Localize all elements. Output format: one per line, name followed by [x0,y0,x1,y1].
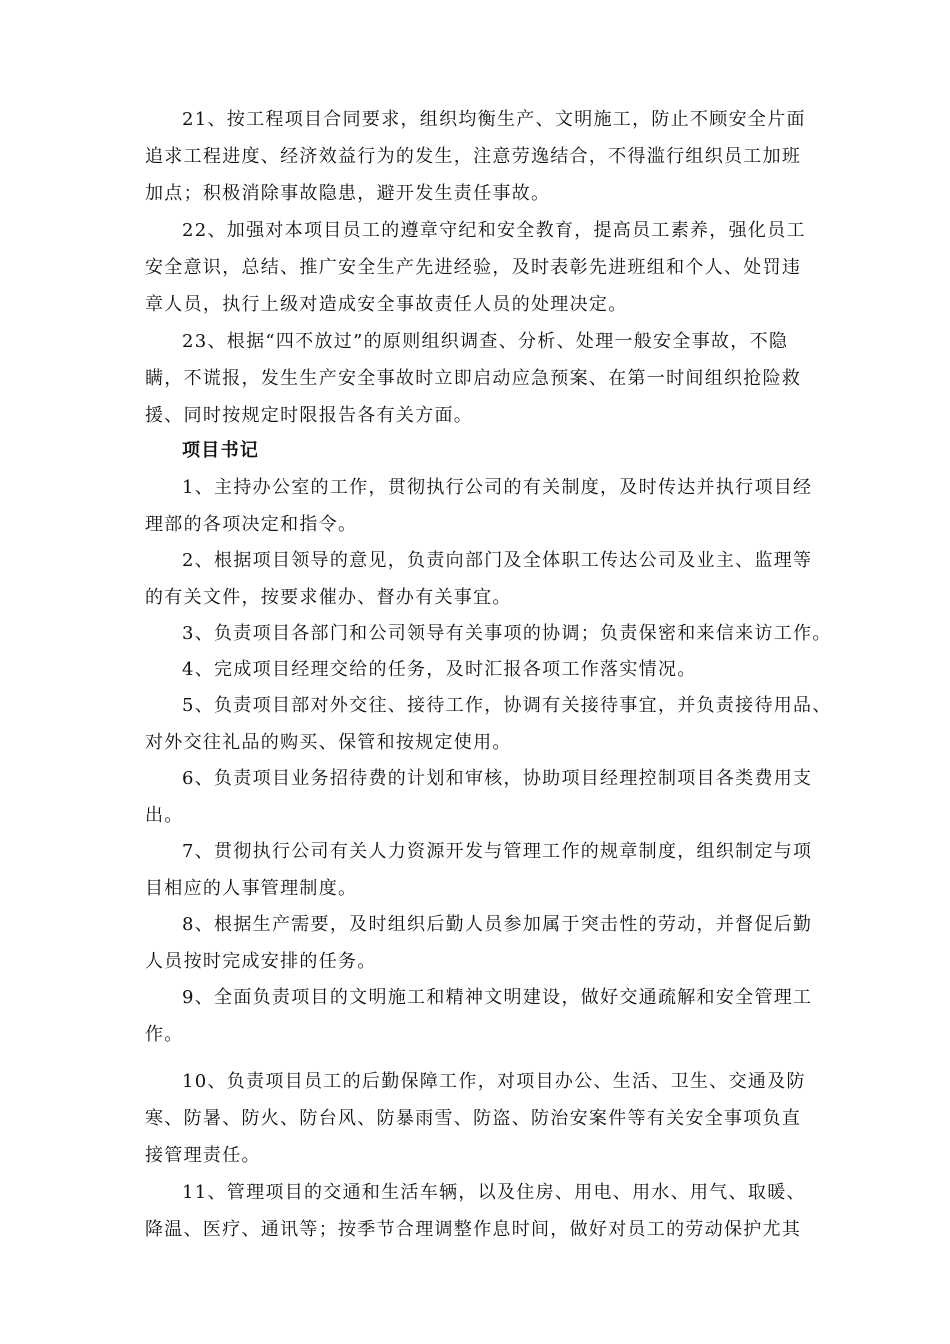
paragraph-line: 6、负责项目业务招待费的计划和审核，协助项目经理控制项目各类费用支 [182,768,813,789]
paragraph-line: 4、完成项目经理交给的任务，及时汇报各项工作落实情况。 [182,659,697,680]
paragraph-line: 8、根据生产需要，及时组织后勤人员参加属于突击性的劳动，并督促后勤 [182,914,813,935]
paragraph-line: 接管理责任。 [145,1145,261,1166]
paragraph-line: 援、同时按规定时限报告各有关方面。 [145,405,474,426]
paragraph-23 [145,323,825,434]
paragraph-line: 人员按时完成安排的任务。 [145,951,377,972]
paragraph-line: 对外交往礼品的购买、保管和按规定使用。 [145,732,512,753]
paragraph-line: 降温、医疗、通讯等；按季节合理调整作息时间，做好对员工的劳动保护尤其 [145,1219,802,1240]
secretary-item-8 [145,906,825,980]
secretary-item-9 [145,979,825,1053]
paragraph-line: 5、负责项目部对外交往、接待工作，协调有关接待事宜，并负责接待用品、 [182,695,832,716]
secretary-item-5 [145,687,832,761]
secretary-item-4 [145,651,825,688]
secretary-item-1 [145,469,825,543]
paragraph-line: 寒、防暑、防火、防台风、防暴雨雪、防盗、防治安案件等有关安全事项负直 [145,1108,802,1129]
paragraph-line: 9、全面负责项目的文明施工和精神文明建设，做好交通疏解和安全管理工 [182,987,813,1008]
paragraph-line: 3、负责项目各部门和公司领导有关事项的协调；负责保密和来信来访工作。 [182,623,832,644]
secretary-item-2 [145,542,825,616]
paragraph-line: 23、根据“四不放过”的原则组织调查、分析、处理一般安全事故，不隐 [182,331,789,352]
paragraph-line: 目相应的人事管理制度。 [145,878,358,899]
section-heading: 项目书记 [182,440,260,461]
secretary-item-6 [145,760,825,834]
paragraph-line: 安全意识，总结、推广安全生产先进经验，及时表彰先进班组和个人、处罚违 [145,257,802,278]
paragraph-line: 2、根据项目领导的意见，负责向部门及全体职工传达公司及业主、监理等 [182,550,813,571]
paragraph-line: 作。 [145,1024,184,1045]
paragraph-line: 瞒，不谎报，发生生产安全事故时立即启动应急预案、在第一时间组织抢险救 [145,368,802,389]
paragraph-line: 22、加强对本项目员工的遵章守纪和安全教育，提高员工素养，强化员工 [182,220,806,241]
paragraph-line: 21、按工程项目合同要求，组织均衡生产、文明施工，防止不顾安全片面 [182,109,806,130]
paragraph-line: 的有关文件，按要求催办、督办有关事宜。 [145,587,512,608]
paragraph-line: 理部的各项决定和指令。 [145,514,358,535]
paragraph-line: 出。 [145,805,184,826]
paragraph-21 [145,101,825,212]
paragraph-line: 加点；积极消除事故隐患，避开发生责任事故。 [145,183,551,204]
secretary-item-7 [145,833,825,907]
paragraph-line: 章人员，执行上级对造成安全事故责任人员的处理决定。 [145,294,628,315]
paragraph-line: 追求工程进度、经济效益行为的发生，注意劳逸结合，不得滥行组织员工加班 [145,146,802,167]
paragraph-line: 11、管理项目的交通和生活车辆，以及住房、用电、用水、用气、取暖、 [182,1182,806,1203]
paragraph-22 [145,212,825,323]
secretary-item-3 [145,615,832,652]
secretary-item-10 [145,1063,825,1174]
paragraph-line: 10、负责项目员工的后勤保障工作，对项目办公、生活、卫生、交通及防 [182,1071,806,1092]
paragraph-line: 1、主持办公室的工作，贯彻执行公司的有关制度，及时传达并执行项目经 [182,477,813,498]
secretary-item-11 [145,1174,825,1248]
paragraph-line: 7、贯彻执行公司有关人力资源开发与管理工作的规章制度，组织制定与项 [182,841,813,862]
